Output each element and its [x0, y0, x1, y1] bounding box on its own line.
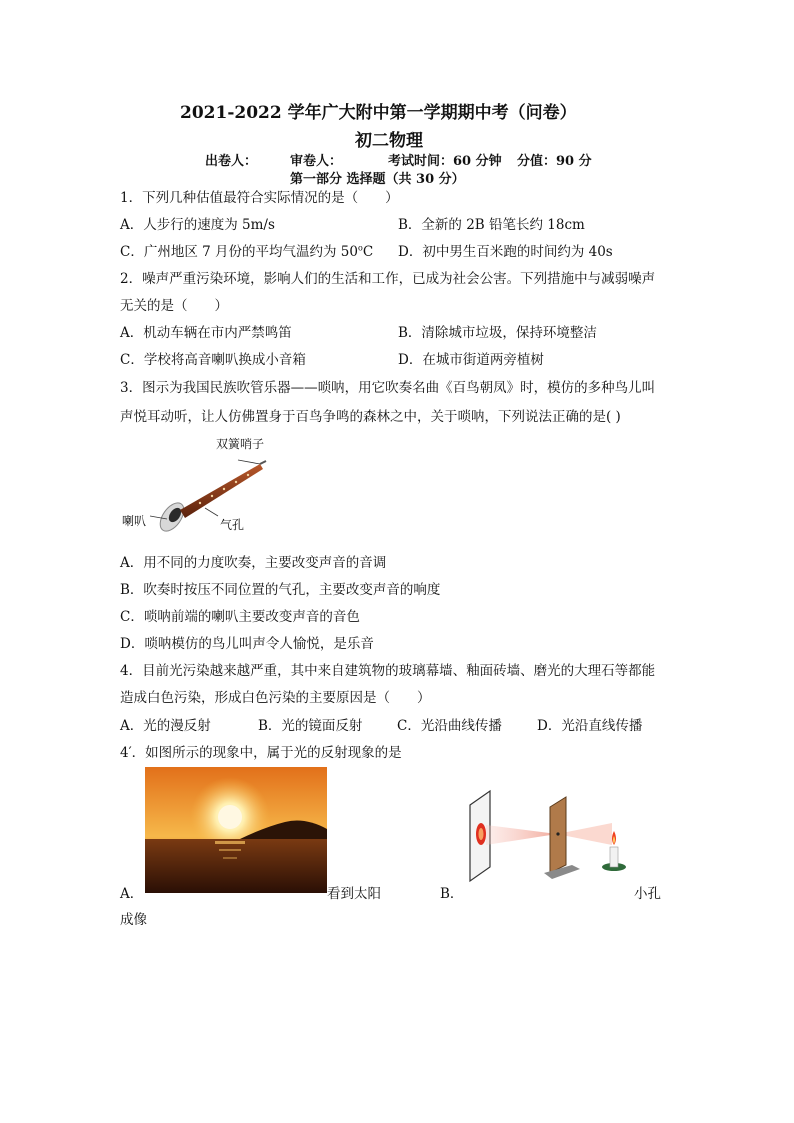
suona-reed	[260, 461, 266, 464]
pinhole	[556, 832, 559, 835]
q1-stem: 1．下列几种估值最符合实际情况的是（ ）	[120, 190, 399, 206]
q4-stem-line2: 造成白色污染，形成白色污染的主要原因是（ ）	[120, 690, 431, 706]
info-reviewer: 审卷人：	[290, 154, 343, 169]
q4p-option-b-continuation: 成像	[120, 912, 147, 928]
q1-option-c	[120, 240, 373, 260]
q4-option-c: C．光沿曲线传播	[397, 718, 502, 734]
sunset-image	[145, 767, 327, 893]
q4p-option-b-suffix: 小孔	[634, 886, 661, 902]
info-setter: 出卷人：	[205, 154, 258, 169]
q2-option-d: D．在城市街道两旁植树	[398, 352, 544, 368]
hole-leader-line	[205, 508, 218, 516]
q4-option-a: A．光的漫反射	[120, 718, 211, 734]
info-time: 考试时间：60 分钟	[388, 154, 502, 169]
q4-stem-line1: 4．目前光污染越来越严重，其中来自建筑物的玻璃幕墙、釉面砖墙、磨光的大理石等都能	[120, 663, 656, 679]
q1-option-d: D．初中男生百米跑的时间约为 40s	[398, 244, 613, 260]
q3-option-c: C．唢呐前端的喇叭主要改变声音的音色	[120, 609, 360, 625]
q1-option-c-unit: C	[362, 244, 374, 260]
q1-option-b: B．全新的 2B 铅笔长约 18cm	[398, 217, 585, 233]
q2-stem-line2: 无关的是（ ）	[120, 298, 228, 314]
exam-title: 2021-2022 学年广大附中第一学期期中考（问卷）	[180, 103, 577, 123]
suona-body	[180, 464, 263, 518]
q3-option-b: B．吹奏时按压不同位置的气孔，主要改变声音的响度	[120, 582, 441, 598]
exam-subject: 初二物理	[355, 131, 423, 151]
q3-option-d: D．唢呐模仿的鸟儿叫声令人愉悦，是乐音	[120, 636, 374, 652]
q3-stem-line1: 3．图示为我国民族吹管乐器——唢呐，用它吹奏名曲《百鸟朝凤》时，模仿的多种鸟儿叫	[120, 380, 656, 396]
q2-option-a: A．机动车辆在市内严禁鸣笛	[120, 325, 292, 341]
reed-leader-line	[238, 460, 260, 464]
suona-label-reed: 双簧哨子	[216, 437, 265, 451]
pinhole-image	[462, 787, 637, 887]
q2-option-c: C．学校将高音喇叭换成小音箱	[120, 352, 306, 368]
suona-label-bell: 喇叭	[122, 514, 147, 528]
q4-option-d: D．光沿直线传播	[537, 718, 643, 734]
q3-stem-line2: 声悦耳动听，让人仿佛置身于百鸟争鸣的森林之中，关于唢呐，下列说法正确的是( )	[120, 409, 621, 425]
suona-figure	[120, 440, 280, 550]
q1-option-a: A．人步行的速度为 5m/s	[120, 217, 275, 233]
q4p-option-a-suffix: 看到太阳	[327, 886, 381, 902]
sun	[218, 805, 242, 829]
q1-option-c-text: C．广州地区 7 月份的平均气温约为 50	[120, 244, 358, 260]
section-heading: 第一部分 选择题（共 30 分）	[290, 172, 465, 187]
q4p-stem: 4′．如图所示的现象中，属于光的反射现象的是	[120, 745, 402, 761]
sea	[145, 839, 327, 893]
candle	[610, 847, 618, 867]
q3-option-a: A．用不同的力度吹奏，主要改变声音的音调	[120, 555, 387, 571]
info-score: 分值：90 分	[517, 154, 592, 169]
q4p-option-b-prefix: B．	[440, 886, 464, 902]
q2-stem-line1: 2．噪声严重污染环境，影响人们的生活和工作，已成为社会公害。下列措施中与减弱噪声	[120, 271, 656, 287]
q4p-option-a-prefix: A．	[120, 886, 144, 902]
q2-option-b: B．清除城市垃圾，保持环境整洁	[398, 325, 597, 341]
suona-label-hole: 气孔	[220, 518, 245, 532]
q4-option-b: B．光的镜面反射	[258, 718, 363, 734]
q1-option-c-degree: o	[357, 243, 363, 253]
